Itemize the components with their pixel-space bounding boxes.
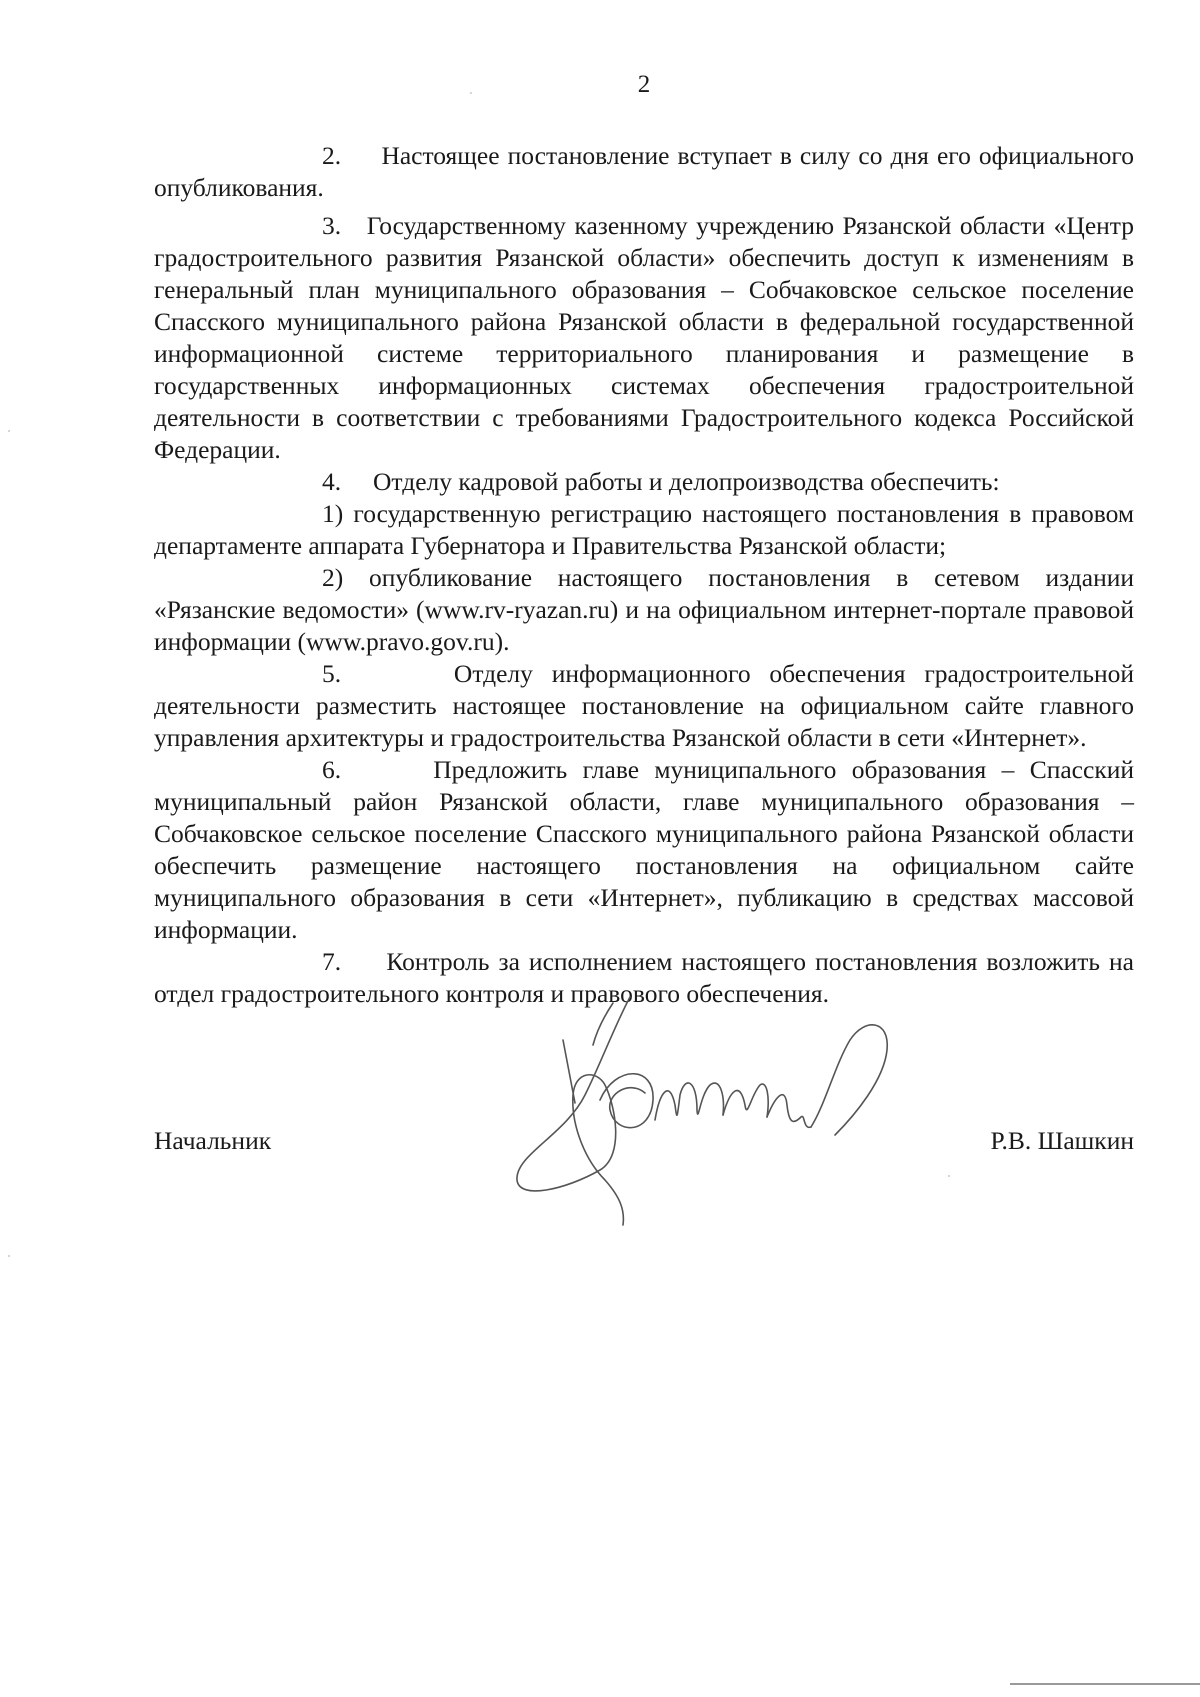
paragraph-2 [154,140,1134,204]
subparagraph-2 [154,562,1134,658]
document-body [154,140,1134,1010]
subparagraph-number: 2) [322,563,344,592]
signatory-title: Начальник [154,1126,272,1155]
paragraph-text: Отделу информационного обеспечения градостроительной деятельности разместить настоящее постановление на официальном сайте главного управления архитектуры и градостроительства Рязанской области в сети «Интернет». [154,659,1134,752]
paragraph-number: 6. [322,755,342,784]
paragraph-3 [154,210,1134,466]
paragraph-text: Государственному казенному учреждению Рязанской области «Центр градостроительного развития Рязанской области» обеспечить доступ к изменениям в генеральный план муниципального образования – Собчаковское сельское поселение Спасского муниципального района Рязанской области в федеральной государственной информационной системе территориального планирования и размещение в государственных информационных системах обеспечения градостроительной деятельности в соответствии с требованиями Градостроительного кодекса Российской Федерации. [154,211,1134,464]
paragraph-number: 5. [322,659,342,688]
signatory-name: Р.В. Шашкин [990,1126,1134,1155]
paragraph-number: 7. [322,947,342,976]
paragraph-5 [154,658,1134,754]
paragraph-text: Предложить главе муниципального образования – Спасский муниципальный район Рязанской области, главе муниципального образования – Собчаковское сельское поселение Спасского муниципального района Рязанской области обеспечить размещение настоящего постановления на официальном сайте муниципального образования в сети «Интернет», публикацию в средствах массовой информации. [154,755,1135,944]
paragraph-text: Контроль за исполнением настоящего постановления возложить на отдел градостроительного контроля и правового обеспечения. [154,947,1134,1008]
subparagraph-1 [154,498,1134,562]
paragraph-text: Отделу кадровой работы и делопроизводства обеспечить: [373,467,1000,496]
scan-speck [8,430,10,432]
paragraph-number: 3. [322,211,342,240]
handwritten-signature [505,985,905,1235]
paragraph-6 [154,754,1134,946]
paragraph-4 [154,466,1134,498]
scan-speck [470,92,472,94]
paragraph-text: государственную регистрацию настоящего постановления в правовом департаменте аппарата Губернатора и Правительства Рязанской области; [154,499,1134,560]
paragraph-number: 4. [322,467,342,496]
signature-block [154,1125,1134,1165]
subparagraph-number: 1) [322,499,344,528]
paragraph-text: Настоящее постановление вступает в силу со дня его официального опубликования. [154,141,1134,202]
page-number: 2 [637,71,651,98]
scan-artifact-line [1010,1683,1200,1685]
paragraph-number: 2. [322,141,342,170]
scan-speck [8,1255,10,1257]
paragraph-text: опубликование настоящего постановления в сетевом издании «Рязанские ведомости» (www.rv-ryazan.ru) и на официальном интернет-портале правовой информации (www.pravo.gov.ru). [154,563,1135,656]
scan-speck [948,1175,950,1177]
